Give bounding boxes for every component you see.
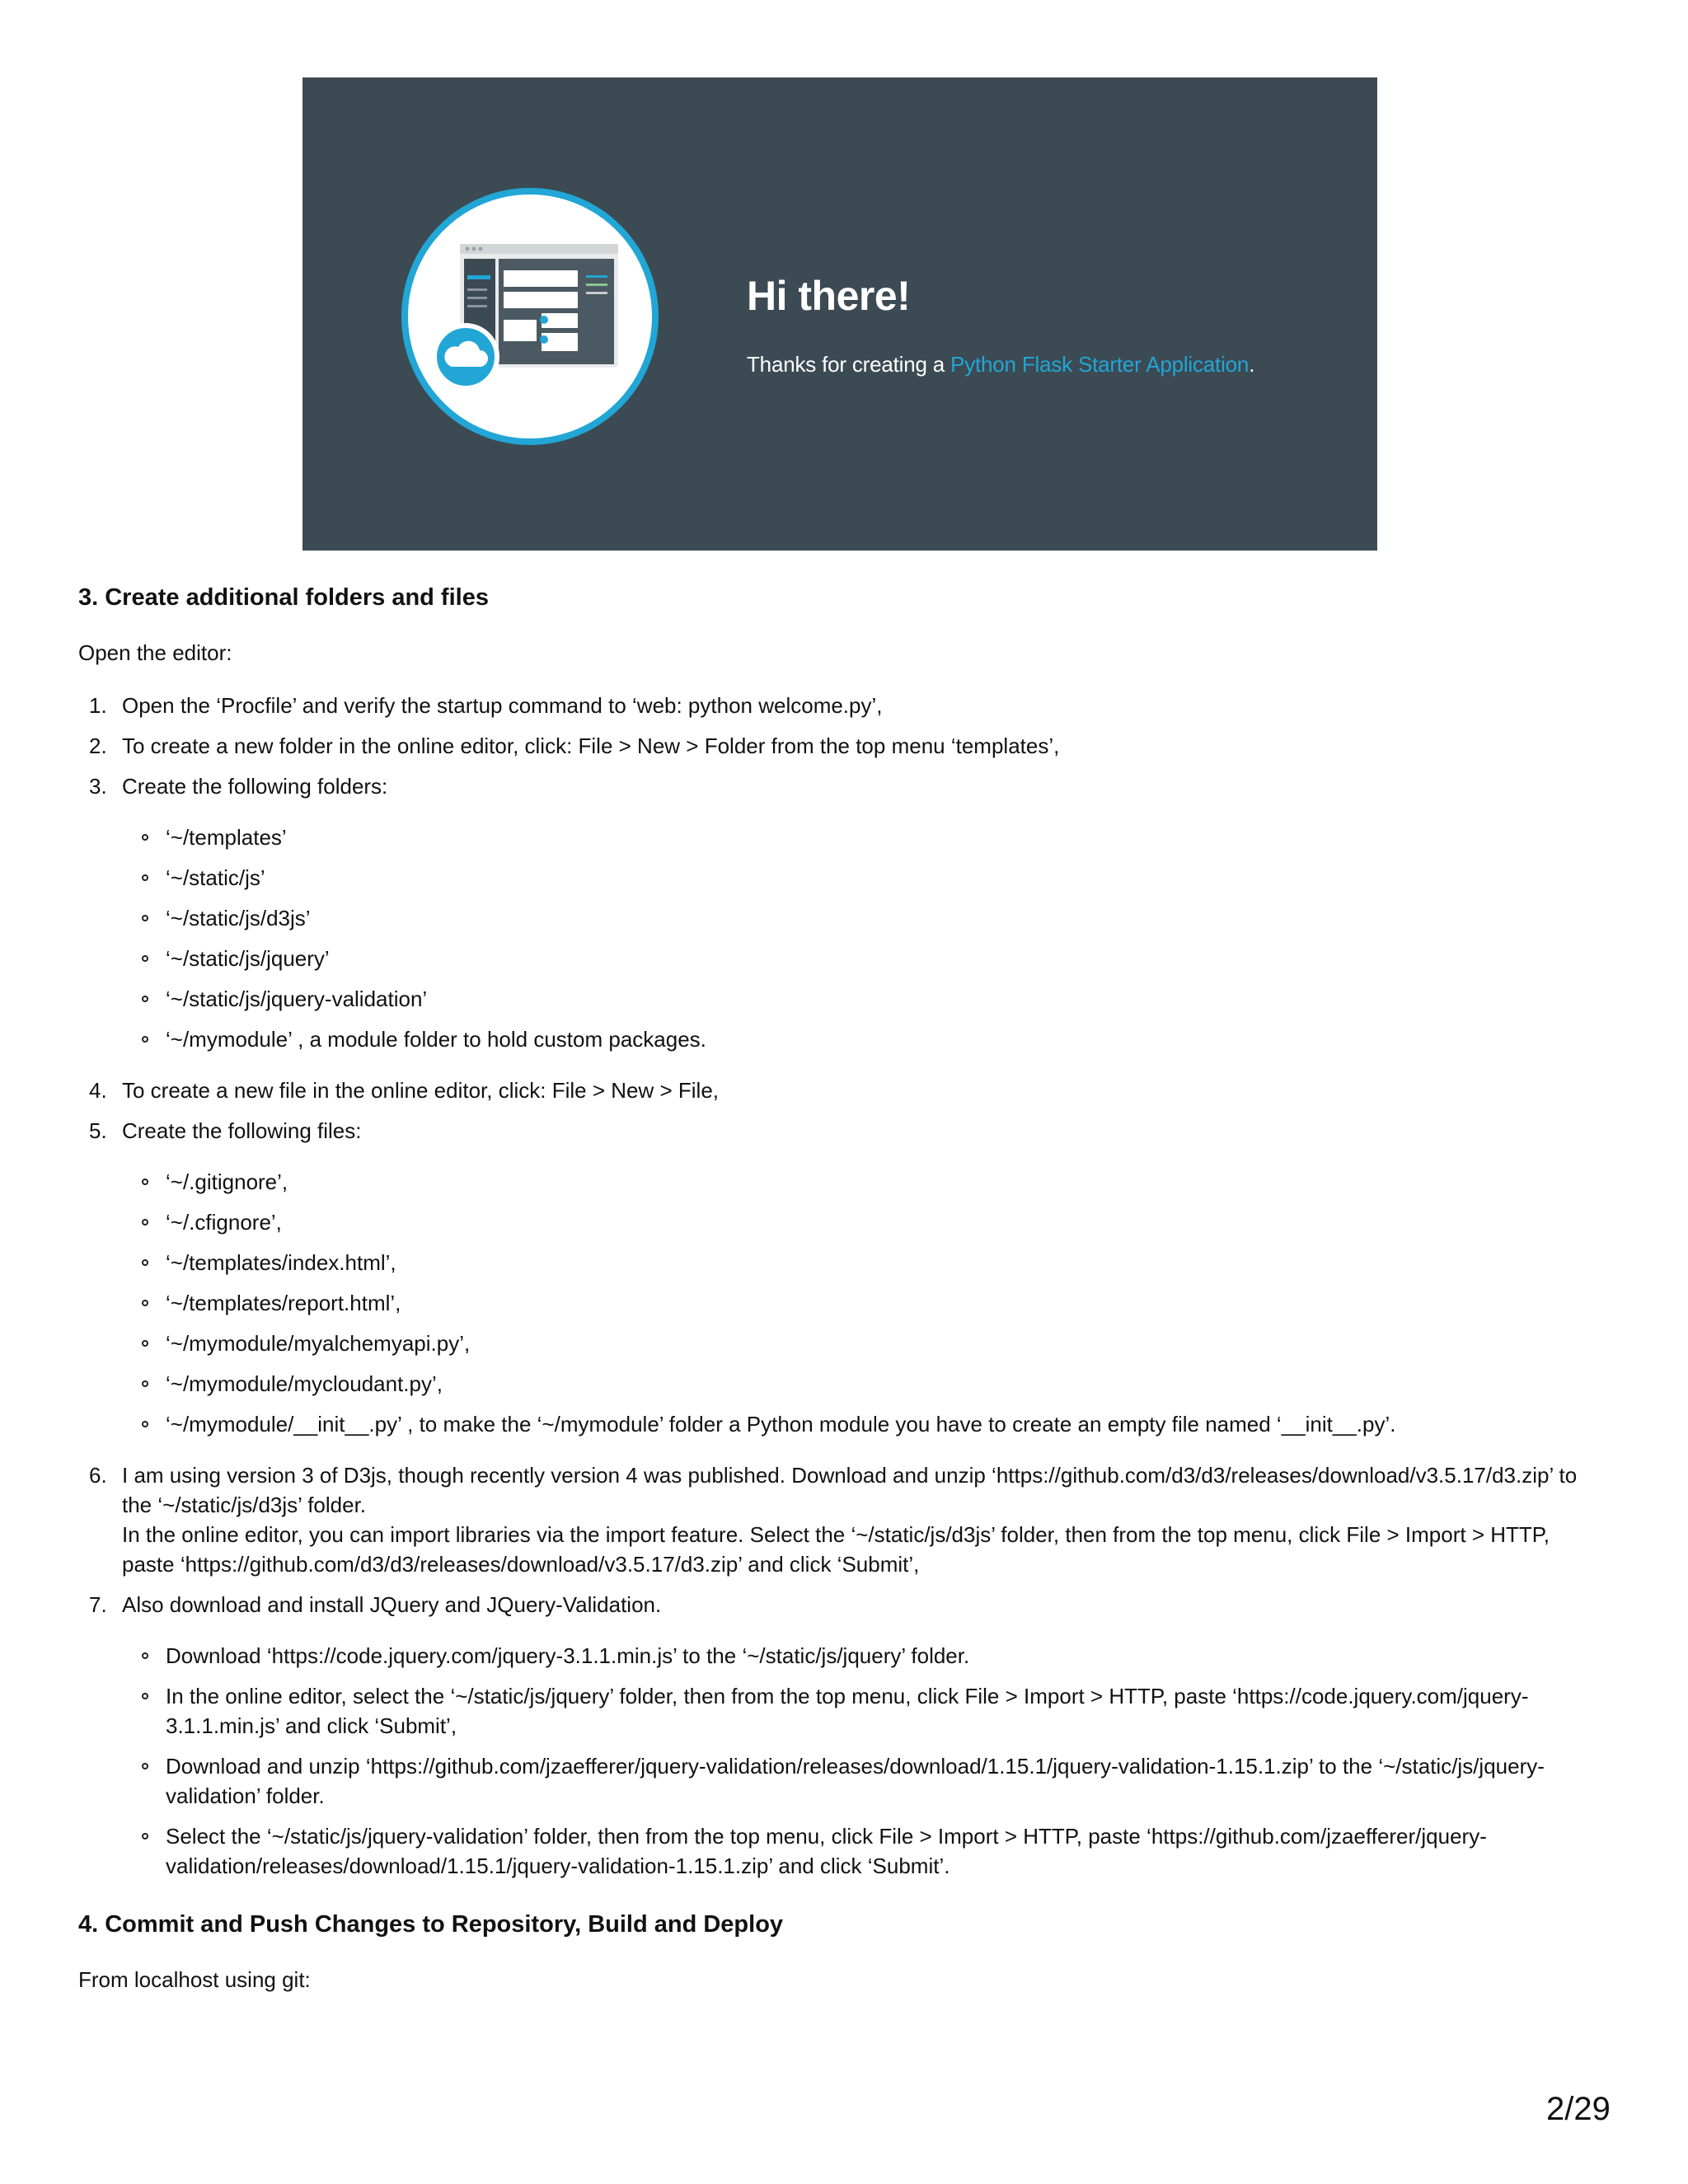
list-item [78,1369,1595,1409]
starter-app-link[interactable]: Python Flask Starter Application [950,352,1250,377]
folder-path: ‘~/templates’ [166,825,287,850]
bullet-icon [142,1421,148,1427]
list-item [78,863,1595,903]
step-number: 7. [89,1592,107,1617]
bullet-icon [142,1652,148,1659]
bullet-icon [142,1763,148,1769]
section-3-intro: Open the editor: [78,640,232,665]
step-text: To create a new folder in the online editor, click: File > New > Folder from the top menu ‘templates’, [122,733,1060,758]
file-path: ‘~/templates/index.html’, [166,1250,396,1275]
folder-path: ‘~/static/js/jquery-validation’ [166,987,428,1011]
bullet-icon [142,1693,148,1699]
bullet-icon [142,1340,148,1347]
folder-path: ‘~/static/js’ [166,865,265,890]
file-path: ‘~/templates/report.html’, [166,1291,401,1315]
banner-title: Hi there! [747,273,911,319]
list-item [78,903,1595,944]
bullet-icon [142,955,148,962]
list-item [78,1641,1595,1681]
step-number: 4. [89,1078,107,1103]
sub-step-text: In the online editor, select the ‘~/static/js/jquery’ folder, then from the top menu, click File > Import > HTTP, paste ‘https://code.jquery.com/jquery-3.1.1.min.js’ and click ‘Submit’, [166,1684,1529,1738]
list-item [78,984,1595,1024]
list-item [78,1207,1595,1248]
banner-subtitle-prefix: Thanks for creating a [747,352,951,377]
bullet-icon [142,1036,148,1043]
list-item [78,771,1595,1076]
folder-path: ‘~/static/js/d3js’ [166,906,311,930]
list-item [78,1681,1595,1751]
file-path: ‘~/mymodule/myalchemyapi.py’, [166,1331,471,1356]
welcome-banner [302,77,1377,551]
list-item [78,1329,1595,1369]
bullet-icon [142,834,148,841]
list-item [78,1590,1595,1881]
list-item [78,1821,1595,1881]
step-text: To create a new file in the online editor, click: File > New > File, [122,1078,720,1103]
folder-path: ‘~/static/js/jquery’ [166,946,330,971]
step-number: 1. [89,693,107,718]
bullet-icon [142,874,148,881]
banner-subtitle [747,352,1254,377]
list-item [78,1751,1595,1821]
list-item [78,944,1595,984]
step-number: 2. [89,733,107,758]
step-text: I am using version 3 of D3js, though recently version 4 was published. Download and unzip ‘https://github.com/d3/d3/releases/download/v3.5.17/d3.zip’ to the ‘~/static/js/d3js’ folder. [122,1463,1578,1517]
step-text-continued: In the online editor, you can import libraries via the import feature. Select the ‘~/static/js/d3js’ folder, then from the top menu, click File > Import > HTTP, paste ‘https://github.com/d3/d3/releases/download/v3.5.17/d3.zip’ and click ‘Submit’, [122,1522,1550,1577]
sub-step-text: Select the ‘~/static/js/jquery-validation’ folder, then from the top menu, click File > Import > HTTP, paste ‘https://github.com/jzaefferer/jquery-validation/releases/download/1.15.1/jquery-validation-1.15.1.zip’ and click ‘Submit’. [166,1824,1487,1878]
step-number: 3. [89,774,107,799]
bullet-icon [142,915,148,921]
bullet-icon [142,1300,148,1306]
file-path: ‘~/mymodule/mycloudant.py’, [166,1371,443,1396]
folder-path: ‘~/mymodule’ , a module folder to hold custom packages. [166,1027,706,1052]
sub-step-text: Download ‘https://code.jquery.com/jquery-3.1.1.min.js’ to the ‘~/static/js/jquery’ folder. [166,1643,970,1668]
app-illustration-icon [400,186,660,447]
bullet-icon [142,1179,148,1185]
jquery-steps-list [78,1641,1595,1881]
list-item [78,691,1595,731]
sub-step-text: Download and unzip ‘https://github.com/jzaefferer/jquery-validation/releases/download/1.15.1/jquery-validation-1.15.1.zip’ to the ‘~/static/js/jquery-validation’ folder. [166,1754,1545,1808]
file-path: ‘~/.cfignore’, [166,1210,282,1235]
bullet-icon [142,1380,148,1387]
list-item [78,1288,1595,1329]
file-path: ‘~/mymodule/__init__.py’ , to make the ‘~/mymodule’ folder a Python module you have to create an empty file named ‘__init__.py’. [166,1412,1396,1436]
section-4-heading: 4. Commit and Push Changes to Repository, Build and Deploy [78,1911,784,1938]
list-item [78,1167,1595,1207]
step-number: 5. [89,1118,107,1143]
bullet-icon [142,1219,148,1226]
step-number: 6. [89,1463,107,1488]
step-text: Open the ‘Procfile’ and verify the startup command to ‘web: python welcome.py’, [122,693,883,718]
list-item [78,1076,1595,1116]
file-path: ‘~/.gitignore’, [166,1169,288,1194]
step-text: Create the following files: [122,1118,362,1143]
step-text: Create the following folders: [122,774,388,799]
steps-list [78,691,1595,1881]
list-item [78,1024,1595,1076]
bullet-icon [142,1833,148,1840]
section-3-heading: 3. Create additional folders and files [78,584,489,611]
list-item [78,1409,1595,1460]
step-text: Also download and install JQuery and JQuery-Validation. [122,1592,662,1617]
list-item [78,1116,1595,1460]
list-item [78,1248,1595,1288]
bullet-icon [142,1259,148,1266]
banner-subtitle-suffix: . [1249,352,1255,377]
list-item [78,823,1595,863]
files-list [78,1167,1595,1460]
list-item [78,731,1595,771]
folders-list [78,823,1595,1076]
section-4-intro: From localhost using git: [78,1967,311,1992]
page-number: 2/29 [1546,2091,1611,2127]
list-item [78,1460,1595,1590]
bullet-icon [142,996,148,1002]
